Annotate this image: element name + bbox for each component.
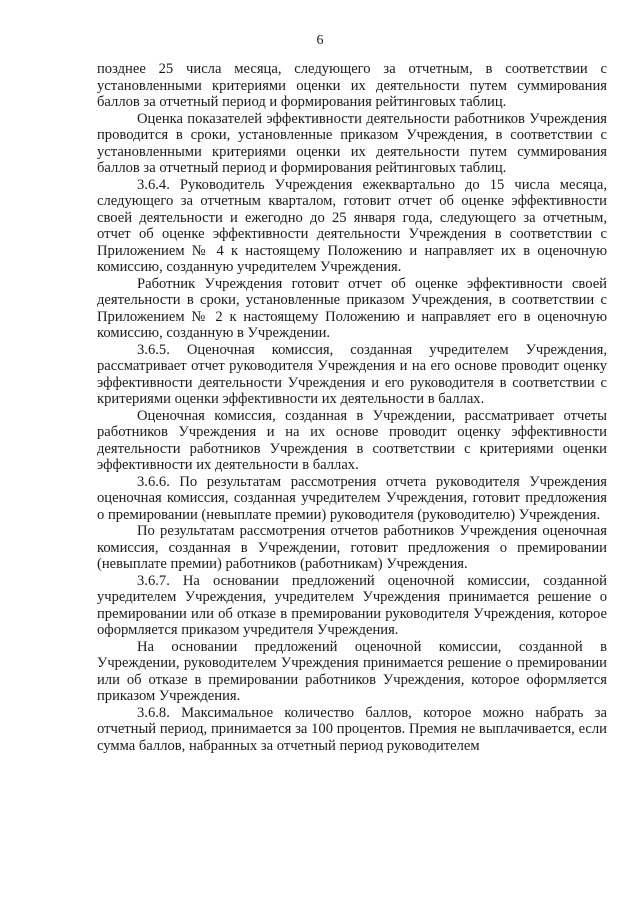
paragraph-employee-bonus-decision: На основании предложений оценочной комиссии, созданной в Учреждении, руководителем Учреждения принимается решение о премировании или об отказе в премировании работников Учреждения, которое оформляется приказом Учреждения. — [97, 638, 607, 704]
page-number: 6 — [316, 33, 324, 48]
paragraph-3-6-8: 3.6.8. Максимальное количество баллов, которое можно набрать за отчетный период, принимается за 100 процентов. Премия не выплачивается, если сумма баллов, набранных за отчетный период руководителем — [97, 704, 607, 754]
paragraph-employee-report: Работник Учреждения готовит отчет об оценке эффективности своей деятельности в сроки, установленные приказом Учреждения, в соответствии с Приложением № 2 к настоящему Положению и направляет его в оценочную комиссию, созданную в Учреждении. — [97, 275, 607, 341]
paragraph-commission-review: Оценочная комиссия, созданная в Учреждении, рассматривает отчеты работников Учреждения и на их основе проводит оценку эффективности деятельности работников Учреждения в соответствии с критериями оценки эффективности их деятельности в баллах. — [97, 407, 607, 473]
paragraph-3-6-7: 3.6.7. На основании предложений оценочной комиссии, созданной учредителем Учреждения, учредителем Учреждения принимается решение о премировании или об отказе в премировании руководителя Учреждения, которое оформляется приказом учредителя Учреждения. — [97, 572, 607, 638]
paragraph-3-6-4: 3.6.4. Руководитель Учреждения ежеквартально до 15 числа месяца, следующего за отчетным кварталом, готовит отчет об оценке эффективности своей деятельности и ежегодно до 25 января года, следующего за отчетным, отчет об оценке эффективности деятельности Учреждения в соответствии с Приложением № 4 к настоящему Положению и направляет их в оценочную комиссию, созданную учредителем Учреждения. — [97, 176, 607, 275]
document-body — [97, 61, 607, 754]
paragraph-employee-evaluation: Оценка показателей эффективности деятельности работников Учреждения проводится в сроки, установленные приказом Учреждения, в соответствии с установленными критериями оценки их деятельности путем суммирования баллов за отчетный период и формирования рейтинговых таблиц. — [97, 110, 607, 176]
paragraph-continuation: позднее 25 числа месяца, следующего за отчетным, в соответствии с установленными критериями оценки их деятельности путем суммирования баллов за отчетный период и формирования рейтинговых таблиц. — [97, 61, 607, 110]
paragraph-3-6-6: 3.6.6. По результатам рассмотрения отчета руководителя Учреждения оценочная комиссия, созданная учредителем Учреждения, готовит предложения о премировании (невыплате премии) руководителя (руководителю) Учреждения. — [97, 473, 607, 523]
paragraph-3-6-5: 3.6.5. Оценочная комиссия, созданная учредителем Учреждения, рассматривает отчет руководителя Учреждения и на его основе проводит оценку эффективности деятельности Учреждения и его руководителя в соответствии с критериями оценки эффективности их деятельности в баллах. — [97, 341, 607, 407]
paragraph-employee-proposals: По результатам рассмотрения отчетов работников Учреждения оценочная комиссия, созданная в Учреждении, готовит предложения о премировании (невыплате премии) работников (работникам) Учреждения. — [97, 523, 607, 572]
